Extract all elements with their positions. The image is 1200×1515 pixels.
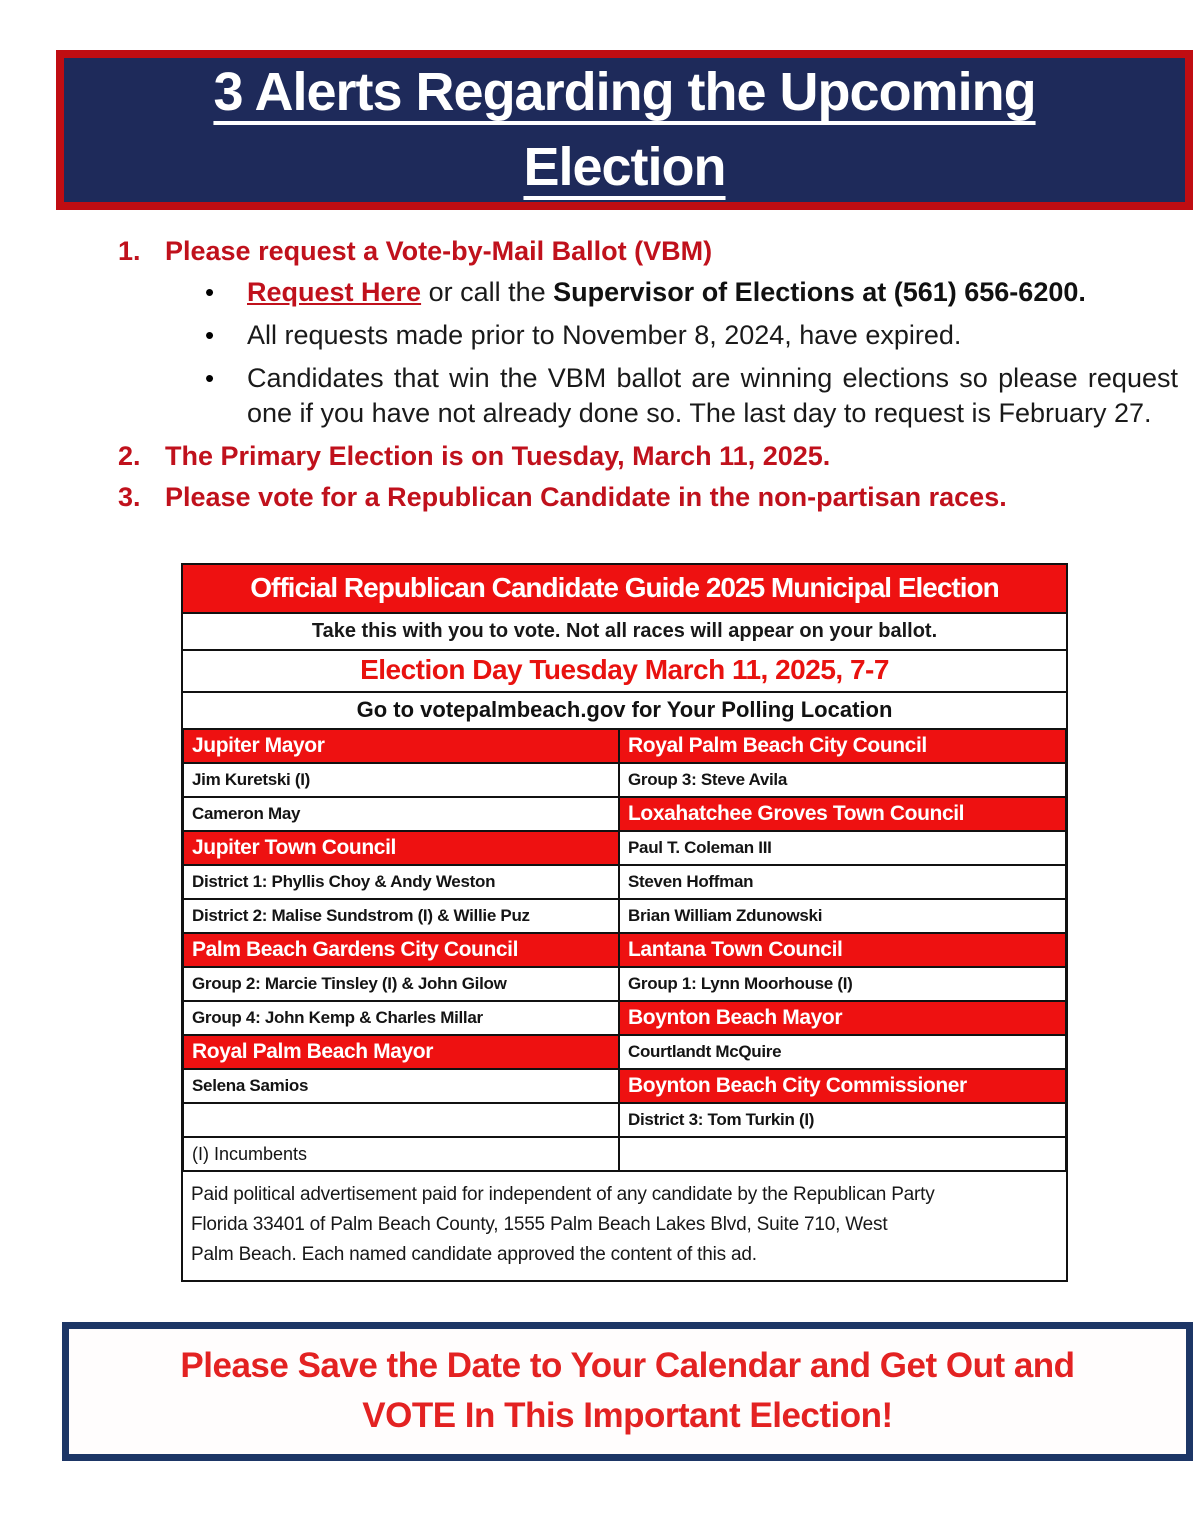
empty-cell [183, 1103, 619, 1137]
polling-location-line: Go to votepalmbeach.gov for Your Polling Location [183, 693, 1066, 729]
request-here-link[interactable]: Request Here [247, 277, 422, 307]
alert-3-heading: Please vote for a Republican Candidate in the non-partisan races. [165, 482, 1007, 512]
save-banner-line2: VOTE In This Important Election! [362, 1395, 893, 1435]
supervisor-phone-text: Supervisor of Elections at (561) 656-6200. [553, 277, 1086, 307]
guide-title: Official Republican Candidate Guide 2025 Municipal Election [183, 565, 1066, 614]
race-header-cell: Jupiter Town Council [183, 831, 619, 865]
empty-cell [619, 1137, 1066, 1171]
race-header-cell: Palm Beach Gardens City Council [183, 933, 619, 967]
alert-item-1 [118, 236, 1180, 431]
candidate-cell: Courtlandt McQuire [619, 1035, 1066, 1069]
bullet-last-day [205, 361, 1180, 431]
candidate-cell: District 3: Tom Turkin (I) [619, 1103, 1066, 1137]
race-header-cell: Boynton Beach City Commissioner [619, 1069, 1066, 1103]
disclaimer-line-1: Paid political advertisement paid for independent of any candidate by the Republican Party [191, 1184, 935, 1205]
bullet-icon: • [205, 320, 215, 350]
race-header-cell: Lantana Town Council [619, 933, 1066, 967]
bullet-expired-requests [205, 318, 1180, 353]
alert-item-2 [118, 441, 1180, 472]
save-banner-line1: Please Save the Date to Your Calendar and Get Out and [180, 1346, 1075, 1385]
race-header-cell: Royal Palm Beach Mayor [183, 1035, 619, 1069]
candidate-cell: District 2: Malise Sundstrom (I) & Willie Puz [183, 899, 619, 933]
candidate-cell: Group 4: John Kemp & Charles Millar [183, 1001, 619, 1035]
disclaimer-line-3: Palm Beach. Each named candidate approved the content of this ad. [191, 1244, 757, 1265]
race-header-cell: Jupiter Mayor [183, 729, 619, 763]
bullet-2-text: All requests made prior to November 8, 2024, have expired. [247, 320, 962, 350]
candidate-cell: Brian William Zdunowski [619, 899, 1066, 933]
candidate-cell: Group 2: Marcie Tinsley (I) & John Gilow [183, 967, 619, 1001]
candidate-cell: Group 1: Lynn Moorhouse (I) [619, 967, 1066, 1001]
bullet-icon: • [205, 363, 215, 393]
candidate-cell: Jim Kuretski (I) [183, 763, 619, 797]
bullet-request-here [205, 275, 1180, 310]
bullet-3-text: Candidates that win the VBM ballot are winning elections so please request one if you have not already done so. The last day to request is February 27. [247, 363, 1178, 428]
save-the-date-banner [62, 1322, 1193, 1461]
alert-1-number: 1. [118, 236, 141, 266]
bullet-1-mid-text: or call the [421, 277, 554, 307]
disclaimer-line-2: Florida 33401 of Palm Beach County, 1555 Palm Beach Lakes Blvd, Suite 710, West [191, 1214, 888, 1235]
candidate-cell: District 1: Phyllis Choy & Andy Weston [183, 865, 619, 899]
alerts-list [118, 236, 1180, 513]
alert-2-heading: The Primary Election is on Tuesday, March 11, 2025. [165, 441, 831, 471]
election-day-line: Election Day Tuesday March 11, 2025, 7-7 [183, 651, 1066, 693]
candidate-cell: Steven Hoffman [619, 865, 1066, 899]
alerts-header-banner [56, 50, 1193, 210]
candidate-cell: Group 3: Steve Avila [619, 763, 1066, 797]
paid-ad-disclaimer [183, 1171, 1066, 1280]
election-flyer-page [0, 50, 1200, 1515]
candidate-cell: Paul T. Coleman III [619, 831, 1066, 865]
page-title-line2: Election [523, 137, 726, 197]
candidate-cell: Selena Samios [183, 1069, 619, 1103]
guide-subtitle: Take this with you to vote. Not all races will appear on your ballot. [183, 614, 1066, 651]
incumbents-note-cell: (I) Incumbents [183, 1137, 619, 1171]
page-title-line1: 3 Alerts Regarding the Upcoming [213, 62, 1036, 123]
page-title [213, 55, 1035, 204]
candidate-guide-table [181, 563, 1068, 1282]
race-header-cell: Royal Palm Beach City Council [619, 729, 1066, 763]
bullet-icon: • [205, 277, 215, 307]
race-header-cell: Loxahatchee Groves Town Council [619, 797, 1066, 831]
candidate-cell: Cameron May [183, 797, 619, 831]
alert-3-number: 3. [118, 482, 141, 512]
races-grid [183, 729, 1066, 1171]
alert-1-heading: Please request a Vote-by-Mail Ballot (VBM) [165, 236, 713, 266]
alert-2-number: 2. [118, 441, 141, 471]
alert-item-3 [118, 482, 1180, 513]
race-header-cell: Boynton Beach Mayor [619, 1001, 1066, 1035]
